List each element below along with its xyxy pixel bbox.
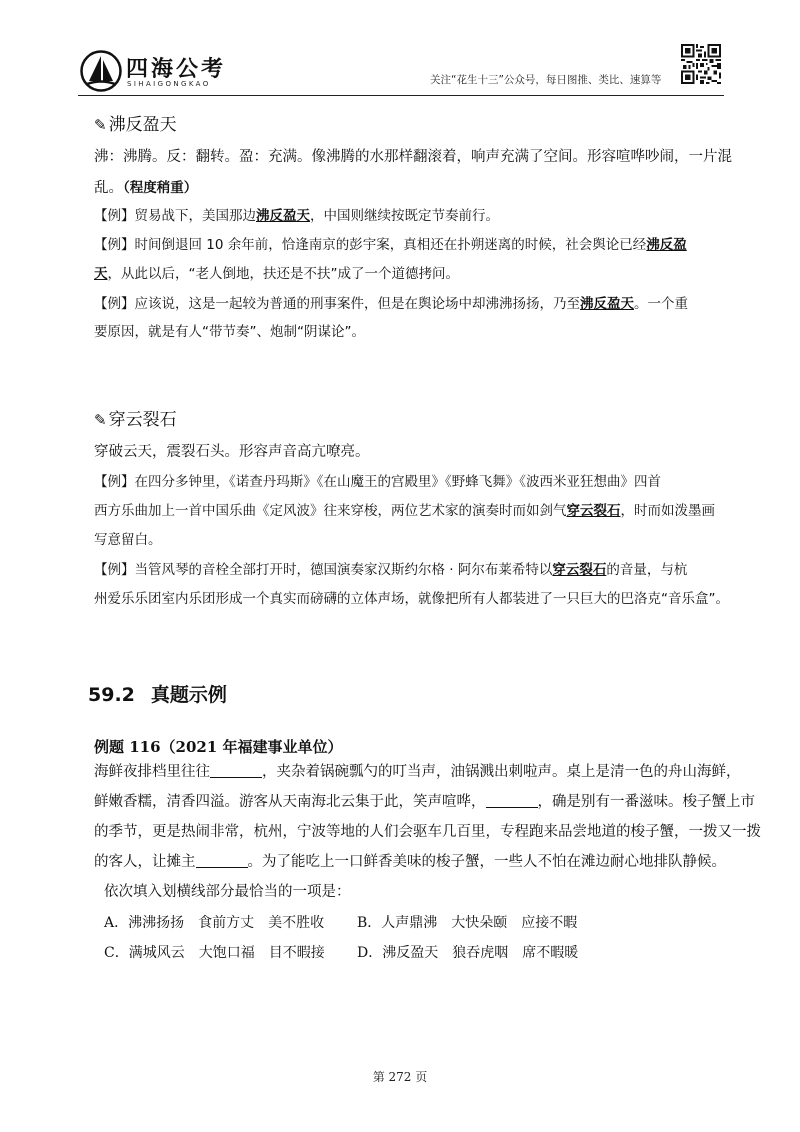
entry-2-example-2-cont: 州爱乐乐团室内乐团形成一个真实而磅礴的立体声场，就像把所有人都装进了一只巨大的巴洛克“音乐盒”。 — [94, 591, 729, 607]
pencil-icon: ✎ — [94, 411, 107, 429]
example-question: 依次填入划横线部分最恰当的一项是： — [104, 884, 351, 900]
answer-blank-2 — [486, 793, 538, 808]
highlight-term: 沸反盈天 — [580, 296, 634, 312]
option-b[interactable]: B．人声鼎沸 大快朵颐 应接不暇 — [357, 915, 578, 931]
highlight-term: 穿云裂石 — [566, 503, 621, 519]
sailboat-logo-icon — [80, 50, 122, 92]
highlight-term: 穿云裂石 — [552, 562, 607, 578]
highlight-term: 天 — [94, 266, 108, 282]
entry-title-1: ✎ 沸反盈天 — [94, 115, 177, 135]
example-passage-1: 海鲜夜排档里往往 ，夹杂着锅碗瓢勺的叮当声，油锅溅出刺啦声。桌上是清一色的舟山海鲜， — [94, 764, 741, 780]
brand-name: 四海公考 — [126, 57, 227, 82]
entry-1-example-3-cont: 要原因，就是有人“带节奏”、炮制“阴谋论”。 — [94, 324, 365, 340]
entry-2-example-2: 【例】当管风琴的音栓全部打开时，德国演奏家汉斯约尔格 · 阿尔布莱希特以穿云裂石的音量，与杭 — [94, 562, 688, 578]
option-c[interactable]: C．满城风云 大饱口福 目不暇接 — [104, 945, 325, 961]
qr-code-icon — [681, 44, 721, 84]
entry-title-2: ✎ 穿云裂石 — [94, 410, 177, 430]
example-passage-4: 的客人，让摊主 。为了能吃上一口鲜香美味的梭子蟹，一些人不怕在滩边耐心地排队静候。 — [94, 854, 726, 870]
option-a[interactable]: A．沸沸扬扬 食前方丈 美不胜收 — [104, 915, 325, 931]
entry-1-definition: 沸：沸腾。反：翻转。盈：充满。像沸腾的水那样翻滚着，响声充满了空间。形容喧哗吵闹，一片混 — [94, 149, 732, 165]
section-heading: 59.2 真题示例 — [88, 684, 227, 706]
example-passage-3: 的季节，更是热闹非常，杭州，宁波等地的人们会驱车几百里，专程跑来品尝地道的梭子蟹，一拨又一拨 — [94, 824, 761, 840]
entry-1-example-1: 【例】贸易战下，美国那边沸反盈天，中国则继续按既定节奏前行。 — [94, 208, 499, 224]
brand-subtitle: SIHAIGONGKAO — [127, 80, 211, 88]
example-title: 例题 116（2021 年福建事业单位） — [94, 738, 343, 756]
entry-2-example-1-cont: 西方乐曲加上一首中国乐曲《定风波》往来穿梭，两位艺术家的演奏时而如剑气穿云裂石，时而如泼墨画 — [94, 503, 715, 519]
entry-1-definition-cont: 乱。（程度稍重） — [94, 180, 198, 196]
pencil-icon: ✎ — [94, 116, 107, 134]
entry-2-definition: 穿破云天，震裂石头。形容声音高亢嘹亮。 — [94, 444, 370, 460]
entry-2-example-1: 【例】在四分多钟里，《诺查丹玛斯》《在山魔王的宫殿里》《野蜂飞舞》《波西米亚狂想曲》四首 — [94, 474, 661, 490]
header-tagline: 关注“花生十三”公众号，每日图推、类比、速算等 — [430, 74, 662, 86]
page-number: 第 272 页 — [372, 1070, 428, 1084]
entry-1-example-2: 【例】时间倒退回 10 余年前，恰逢南京的彭宇案，真相还在扑朔迷离的时候，社会舆论已经沸反盈 — [94, 237, 687, 253]
option-d[interactable]: D．沸反盈天 狼吞虎咽 席不暇暖 — [357, 945, 579, 961]
brand-logo — [80, 50, 260, 96]
entry-1-example-2-cont: 天，从此以后，“老人倒地，扶还是不扶”成了一个道德拷问。 — [94, 266, 459, 282]
header-divider — [78, 95, 724, 96]
example-passage-2: 鲜嫩香糯，清香四溢。游客从天南海北云集于此，笑声喧哗， ，确是别有一番滋味。梭子蟹上市 — [94, 794, 755, 810]
degree-note: （程度稍重） — [123, 180, 198, 196]
entry-1-example-3: 【例】应该说，这是一起较为普通的刑事案件，但是在舆论场中却沸沸扬扬，乃至沸反盈天。一个重 — [94, 296, 688, 312]
highlight-term: 沸反盈 — [646, 237, 687, 253]
entry-2-example-1-end: 写意留白。 — [94, 532, 162, 548]
highlight-term: 沸反盈天 — [256, 208, 310, 224]
answer-blank-1 — [210, 763, 262, 778]
answer-blank-3 — [196, 853, 248, 868]
